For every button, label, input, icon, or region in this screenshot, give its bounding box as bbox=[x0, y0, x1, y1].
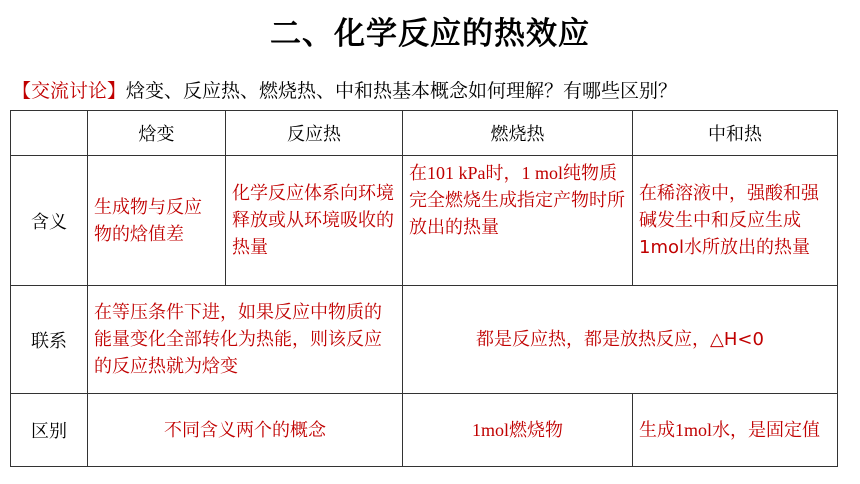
difference-enthalpy-reaction: 不同含义两个的概念 bbox=[88, 394, 403, 467]
difference-neutralization-heat: 生成1mol水，是固定值 bbox=[633, 394, 838, 467]
page-title: 二、化学反应的热效应 bbox=[270, 16, 590, 52]
comparison-table bbox=[10, 110, 838, 467]
header-combustion-heat: 燃烧热 bbox=[403, 111, 633, 156]
table-header-row bbox=[11, 111, 838, 156]
header-neutralization-heat: 中和热 bbox=[633, 111, 838, 156]
discussion-tag: 【交流讨论】 bbox=[12, 80, 127, 102]
relation-combustion-neutralization: 都是反应热，都是放热反应，△H<0 bbox=[403, 286, 838, 394]
header-corner bbox=[11, 111, 88, 156]
row-label-relation: 联系 bbox=[11, 286, 88, 394]
meaning-combustion-heat: 在101 kPa时，1 mol纯物质完全燃烧生成指定产物时所放出的热量 bbox=[403, 156, 633, 286]
table-row bbox=[11, 286, 838, 394]
discussion-prompt bbox=[12, 76, 677, 103]
table-row bbox=[11, 394, 838, 467]
header-reaction-heat: 反应热 bbox=[226, 111, 403, 156]
meaning-reaction-heat: 化学反应体系向环境释放或从环境吸收的热量 bbox=[226, 156, 403, 286]
meaning-neutralization-heat: 在稀溶液中，强酸和强碱发生中和反应生成1mol水所放出的热量 bbox=[633, 156, 838, 286]
row-label-meaning: 含义 bbox=[11, 156, 88, 286]
header-enthalpy-change: 焓变 bbox=[88, 111, 226, 156]
relation-enthalpy-reaction: 在等压条件下进，如果反应中物质的能量变化全部转化为热能，则该反应的反应热就为焓变 bbox=[88, 286, 403, 394]
difference-combustion-heat: 1mol燃烧物 bbox=[403, 394, 633, 467]
meaning-enthalpy-change: 生成物与反应物的焓值差 bbox=[88, 156, 226, 286]
row-label-difference: 区别 bbox=[11, 394, 88, 467]
discussion-question: 焓变、反应热、燃烧热、中和热基本概念如何理解？有哪些区别？ bbox=[126, 80, 678, 102]
table-row bbox=[11, 156, 838, 286]
